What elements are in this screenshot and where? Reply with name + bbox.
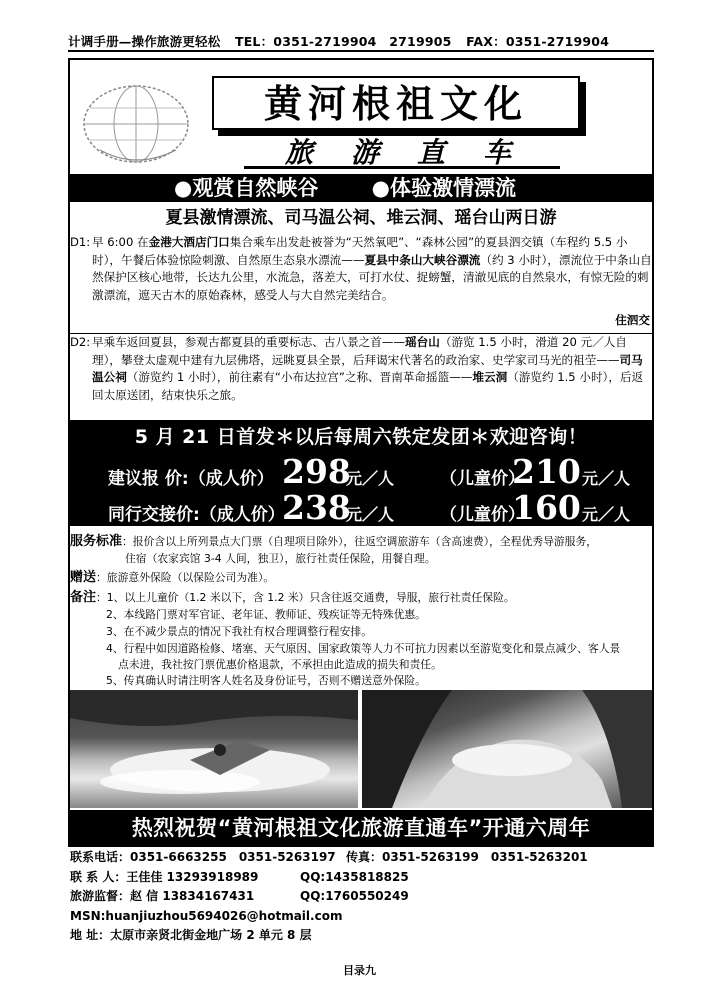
- contact-supervisor: 旅游监督：赵 信 13834167431: [70, 889, 255, 903]
- title-box: [212, 76, 580, 130]
- peer-price-row: [68, 490, 654, 526]
- globe-logo-icon: [80, 80, 192, 168]
- header-fax: FAX：0351-2719904: [466, 34, 610, 49]
- peer-label: 同行交接价:（成人价）: [108, 505, 285, 525]
- contact-fax: 传真：0351-5263199 0351-5263201: [346, 850, 588, 864]
- subtitle-box: [244, 138, 560, 169]
- feature-rafting: ●体验激情漂流: [371, 176, 516, 200]
- page-title: 黄河根祖文化: [263, 81, 528, 126]
- anniversary-banner: 热烈祝贺“黄河根祖文化旅游直通车”开通六周年: [68, 810, 654, 846]
- child-label: （儿童价）: [440, 469, 525, 489]
- service-line1: 服务标准：报价含以上所列景点大门票（自理项目除外），往返空调旅游车（含高速费），全程优秀导游服务，: [70, 534, 598, 549]
- service-line2: 住宿（农家宾馆 3-4 人间，独卫），旅行社责任保险，用餐自理。: [125, 552, 436, 565]
- departure-notice: 5 月 21 日首发＊以后每周六铁定发团＊欢迎咨询！: [134, 426, 588, 448]
- suggested-label: 建议报 价:（成人价）: [108, 469, 274, 489]
- itinerary-day1: [70, 234, 652, 330]
- peer-child-price: 160: [512, 488, 581, 527]
- notes-line2: 2、本线路门票对军官证、老年证、教师证、残疾证等无特殊优惠。: [106, 608, 426, 621]
- notes-line3: 3、在不减少景点的情况下我社有权合理调整行程安排。: [106, 625, 372, 638]
- price-banner: [68, 420, 654, 526]
- rafting-photo: [70, 690, 358, 808]
- child-label: （儿童价）: [440, 505, 525, 525]
- feature-banner: [68, 174, 654, 202]
- page-subtitle: 旅游直车: [284, 136, 549, 169]
- notes-head: 备注: [70, 590, 97, 605]
- notes-line4b: 点未进，我社按门票优惠价格退款，不承担由此造成的损失和责任。: [118, 658, 442, 671]
- notes-line1: 备注：1、以上儿童价（1.2 米以下，含 1.2 米）只含往返交通费，导服，旅行社责任保险。: [70, 590, 515, 605]
- route-title: 夏县激情漂流、司马温公祠、堆云洞、瑶台山两日游: [165, 208, 557, 228]
- price-unit: 元／人: [582, 505, 631, 524]
- suggested-price-row: [68, 454, 654, 490]
- day2-label: D2:: [70, 335, 91, 349]
- feature-canyon: ●观赏自然峡谷: [174, 176, 319, 200]
- header-slogan: 计调手册—操作旅游更轻松: [68, 34, 221, 49]
- price-unit: 元／人: [346, 469, 395, 488]
- itinerary-day2: [70, 334, 652, 414]
- contact-block: [70, 848, 654, 946]
- gift-head: 赠送: [70, 570, 97, 585]
- day1-label: D1:: [70, 235, 91, 249]
- supervisor-row: [70, 887, 654, 907]
- suggested-adult-price: 298: [282, 452, 351, 491]
- contact-address: 地 址：太原市亲贤北街金地广场 2 单元 8 层: [70, 928, 312, 942]
- price-unit: 元／人: [346, 505, 395, 524]
- address-row: [70, 926, 654, 946]
- river-rapids-photo: [362, 690, 652, 808]
- contact-person: 联 系 人：王佳佳 13293918989: [70, 869, 259, 884]
- service-head: 服务标准: [70, 534, 123, 549]
- contact-person-row: [70, 868, 654, 888]
- day1-stay: 住泗交: [615, 313, 650, 328]
- page-footer: 目录九: [343, 964, 376, 977]
- day2-text: 早乘车返回夏县，参观古都夏县的重要标志、古八景之首——瑶台山（游览 1.5 小时，滑道 20 元／人自理），攀登太虚观中建有九层佛塔，远眺夏县全景，后拜谒宋代著名的政治家、史学家司马光的祖茔——司马温公祠（游览约 1 小时），前往素有“小布达拉宫”之称、晋南革命摇篮——堆云洞（游览约 1.5 小时），后返回太原送团，结束快乐之旅。: [92, 335, 644, 402]
- price-unit: 元／人: [582, 469, 631, 488]
- day1-text: 早 6:00 在金港大酒店门口集合乘车出发赴被誉为“天然氧吧”、“森林公园”的夏县泗交镇（车程约 5.5 小时），午餐后体验惊险刺激、自然原生态泉水漂流——夏县中条山大峡谷漂流（约 3 小时），漂流位于中条山自然保护区核心地带，长达九公里，水流急，落差大，可打水仗、捉螃蟹，清澈见底的自然泉水，有惊无险的刺激漂流，遮天古木的原始森林，感受人与大自然完美结合。: [92, 235, 652, 302]
- contact-msn: MSN:huanjiuzhou5694026@hotmail.com: [70, 908, 343, 923]
- header-strip: [68, 34, 654, 52]
- contact-qq2: QQ:1760550249: [300, 889, 409, 903]
- header-tel: TEL：0351-2719904 2719905: [234, 34, 452, 49]
- contact-phone-row: [70, 848, 654, 868]
- msn-row: [70, 907, 654, 927]
- notes-line5: 5、传真确认时请注明客人姓名及身份证号，否则不赠送意外保险。: [106, 674, 426, 687]
- peer-adult-price: 238: [282, 488, 351, 527]
- gift-line: 赠送：旅游意外保险（以保险公司为准）。: [70, 570, 275, 585]
- contact-phone: 联系电话：0351-6663255 0351-5263197: [70, 850, 336, 864]
- contact-qq1: QQ:1435818825: [300, 869, 409, 884]
- suggested-child-price: 210: [512, 452, 581, 491]
- notes-line4: 4、行程中如因道路检修、堵塞、天气原因、国家政策等人力不可抗力因素以至游览变化和景点减少、客人景: [106, 642, 621, 655]
